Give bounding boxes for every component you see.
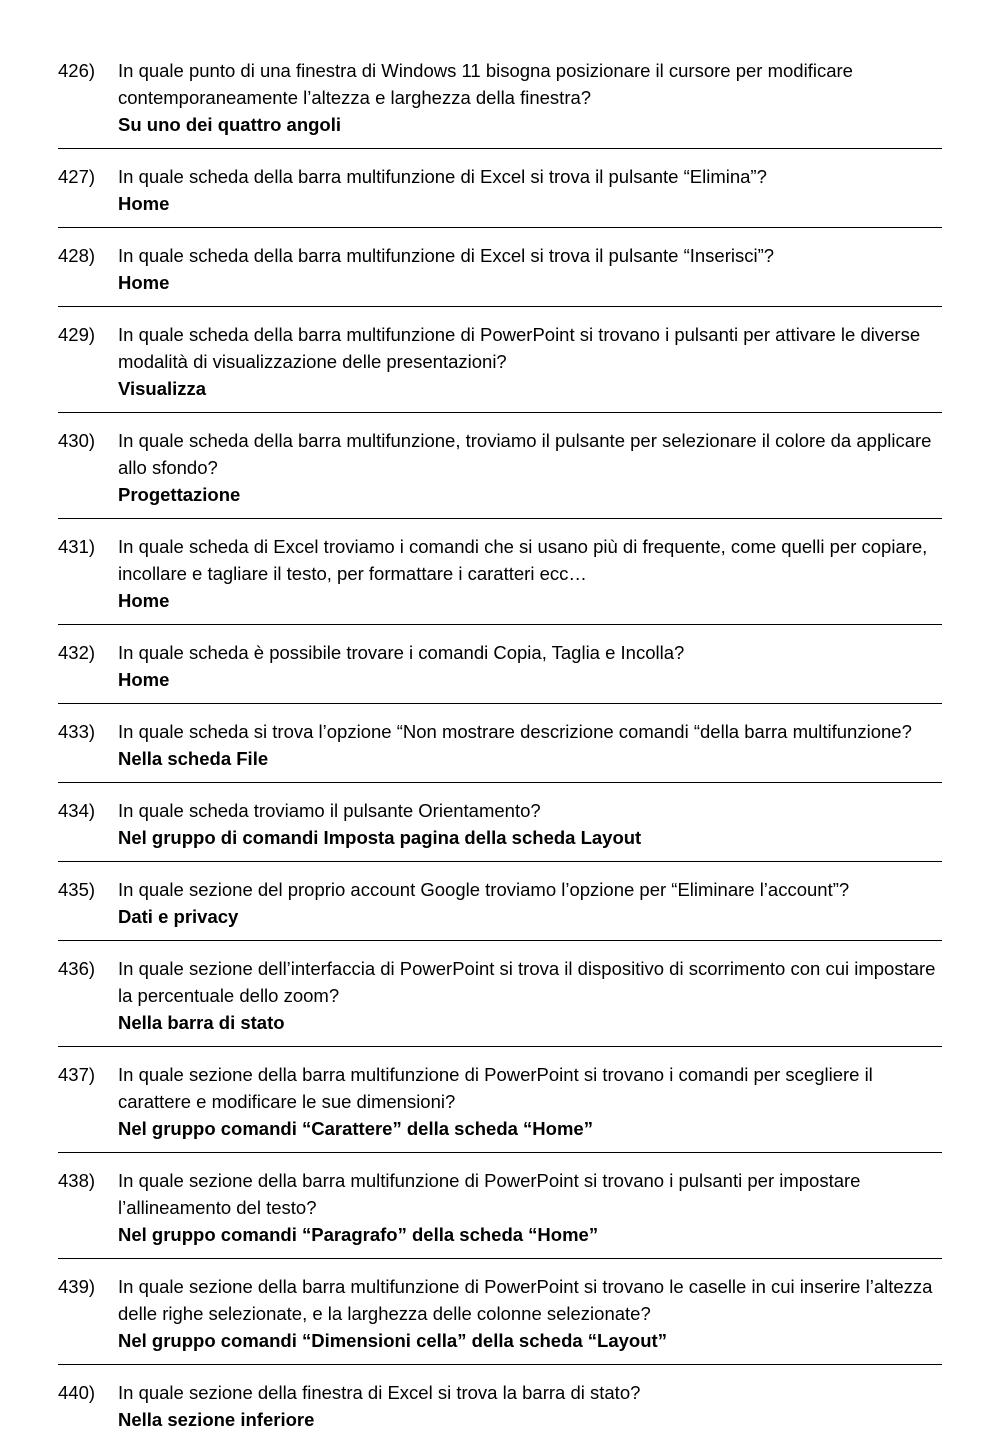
question-number: 433) xyxy=(58,721,96,742)
question-text: In quale sezione della barra multifunzione di PowerPoint si trovano i comandi per scegliere il carattere e modificare le sue dimensioni? xyxy=(118,1064,873,1112)
answer-text: Nella barra di stato xyxy=(118,1012,285,1033)
question-text: In quale sezione del proprio account Google troviamo l’opzione per “Eliminare l’account”? xyxy=(118,879,850,900)
question-text: In quale scheda di Excel troviamo i comandi che si usano più di frequente, come quelli per copiare, incollare e tagliare il testo, per formattare i caratteri ecc… xyxy=(118,536,928,584)
question-body xyxy=(118,1061,942,1142)
question-body xyxy=(118,1167,942,1248)
answer-text: Nella scheda File xyxy=(118,748,269,769)
question-body xyxy=(118,797,942,851)
answer-text: Nel gruppo comandi “Carattere” della scheda “Home” xyxy=(118,1118,593,1139)
question-number: 431) xyxy=(58,536,96,557)
question-body xyxy=(118,876,942,930)
question-item xyxy=(58,1153,942,1259)
question-text: In quale sezione della finestra di Excel si trova la barra di stato? xyxy=(118,1382,641,1403)
question-item xyxy=(58,149,942,228)
question-text: In quale punto di una finestra di Windows 11 bisogna posizionare il cursore per modificare contemporaneamente l’altezza e larghezza della finestra? xyxy=(118,60,853,108)
question-number: 436) xyxy=(58,958,96,979)
question-number: 427) xyxy=(58,166,96,187)
question-number: 426) xyxy=(58,60,96,81)
question-number: 434) xyxy=(58,800,96,821)
question-body xyxy=(118,955,942,1036)
question-body xyxy=(118,1273,942,1354)
question-number: 429) xyxy=(58,324,96,345)
question-number: 435) xyxy=(58,879,96,900)
question-item xyxy=(58,862,942,941)
question-list xyxy=(0,57,1000,1443)
question-item xyxy=(58,625,942,704)
question-number: 438) xyxy=(58,1170,96,1191)
question-number: 437) xyxy=(58,1064,96,1085)
question-text: In quale scheda troviamo il pulsante Orientamento? xyxy=(118,800,541,821)
question-number: 440) xyxy=(58,1382,96,1403)
question-text: In quale scheda della barra multifunzione di PowerPoint si trovano i pulsanti per attivare le diverse modalità di visualizzazione delle presentazioni? xyxy=(118,324,921,372)
question-item xyxy=(58,941,942,1047)
question-body xyxy=(118,163,942,217)
answer-text: Su uno dei quattro angoli xyxy=(118,114,342,135)
question-text: In quale sezione dell’interfaccia di PowerPoint si trova il dispositivo di scorrimento con cui impostare la percentuale dello zoom? xyxy=(118,958,936,1006)
answer-text: Progettazione xyxy=(118,484,241,505)
question-text: In quale scheda della barra multifunzione di Excel si trova il pulsante “Elimina”? xyxy=(118,166,767,187)
question-item xyxy=(58,1365,942,1443)
question-item xyxy=(58,1259,942,1365)
question-item xyxy=(58,57,942,149)
answer-text: Home xyxy=(118,669,170,690)
question-item xyxy=(58,228,942,307)
question-text: In quale scheda della barra multifunzione di Excel si trova il pulsante “Inserisci”? xyxy=(118,245,775,266)
question-item xyxy=(58,519,942,625)
answer-text: Nel gruppo di comandi Imposta pagina della scheda Layout xyxy=(118,827,642,848)
question-body xyxy=(118,427,942,508)
question-body xyxy=(118,718,942,772)
question-body xyxy=(118,1379,942,1433)
question-item xyxy=(58,1047,942,1153)
question-body xyxy=(118,242,942,296)
question-body xyxy=(118,639,942,693)
question-number: 439) xyxy=(58,1276,96,1297)
question-item xyxy=(58,413,942,519)
question-body xyxy=(118,321,942,402)
question-body xyxy=(118,57,942,138)
question-item xyxy=(58,783,942,862)
question-body xyxy=(118,533,942,614)
question-item xyxy=(58,704,942,783)
answer-text: Home xyxy=(118,193,170,214)
question-text: In quale scheda è possibile trovare i comandi Copia, Taglia e Incolla? xyxy=(118,642,685,663)
question-number: 428) xyxy=(58,245,96,266)
question-number: 430) xyxy=(58,430,96,451)
question-item xyxy=(58,307,942,413)
answer-text: Home xyxy=(118,590,170,611)
question-number: 432) xyxy=(58,642,96,663)
answer-text: Nel gruppo comandi “Paragrafo” della scheda “Home” xyxy=(118,1224,599,1245)
answer-text: Nella sezione inferiore xyxy=(118,1409,315,1430)
answer-text: Dati e privacy xyxy=(118,906,239,927)
answer-text: Home xyxy=(118,272,170,293)
question-text: In quale sezione della barra multifunzione di PowerPoint si trovano le caselle in cui inserire l’altezza delle righe selezionate, e la larghezza delle colonne selezionate? xyxy=(118,1276,933,1324)
question-text: In quale scheda della barra multifunzione, troviamo il pulsante per selezionare il colore da applicare allo sfondo? xyxy=(118,430,932,478)
answer-text: Nel gruppo comandi “Dimensioni cella” della scheda “Layout” xyxy=(118,1330,667,1351)
answer-text: Visualizza xyxy=(118,378,207,399)
question-text: In quale scheda si trova l’opzione “Non mostrare descrizione comandi “della barra multifunzione? xyxy=(118,721,912,742)
question-text: In quale sezione della barra multifunzione di PowerPoint si trovano i pulsanti per impostare l’allineamento del testo? xyxy=(118,1170,861,1218)
